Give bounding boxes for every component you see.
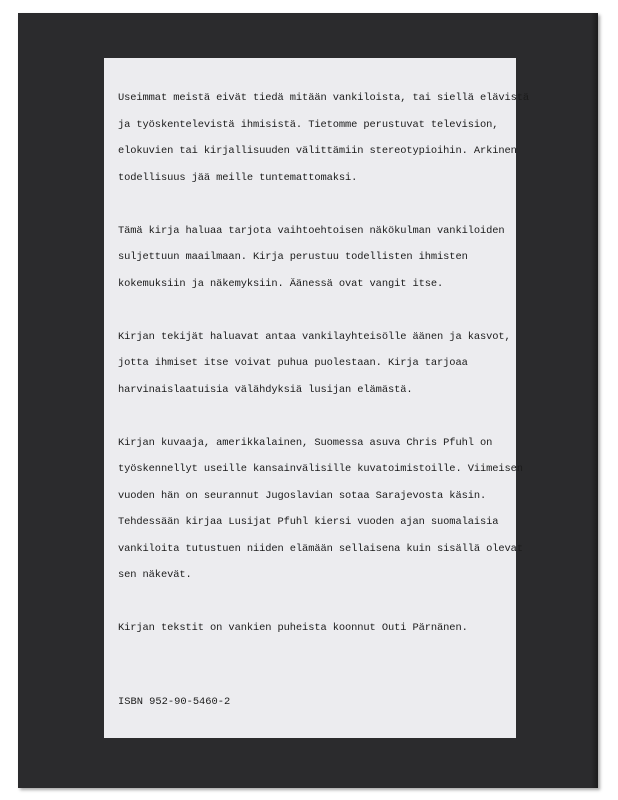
text-line: kokemuksiin ja näkemyksiin. Äänessä ovat vangit itse. [118, 277, 444, 290]
text-line: elokuvien tai kirjallisuuden välittämiin stereotypioihin. Arkinen [118, 145, 517, 157]
text-line: jotta ihmiset itse voivat puhua puolestaan. Kirja tarjoaa [118, 357, 468, 369]
text-line: sen näkevät. [118, 569, 192, 581]
paragraph-perspective [118, 218, 510, 298]
isbn-number: ISBN 952-90-5460-2 [118, 696, 231, 708]
paragraph-intro [118, 85, 530, 191]
blurb-text [118, 85, 530, 668]
text-line: Kirjan tekijät haluavat antaa vankilayhteisölle äänen ja kasvot, [118, 330, 511, 343]
text-line: Kirjan tekstit on vankien puheista koonnut Outi Pärnänen. [118, 622, 468, 634]
cover-edge [591, 13, 598, 788]
text-line: Tehdessään kirjaa Lusijat Pfuhl kiersi vuoden ajan suomalaisia [118, 516, 499, 528]
text-line: suljettuun maailmaan. Kirja perustuu todellisten ihmisten [118, 251, 468, 263]
text-line: vankiloita tutustuen niiden elämään sellaisena kuin sisällä olevat [118, 542, 523, 555]
paragraph-authors-aim [118, 324, 510, 404]
text-line: todellisuus jää meille tuntemattomaksi. [118, 171, 358, 184]
text-line: Kirjan kuvaaja, amerikkalainen, Suomessa asuva Chris Pfuhl on [118, 436, 493, 449]
text-line: Useimmat meistä eivät tiedä mitään vankiloista, tai siellä elävistä [118, 92, 530, 104]
text-line: ja työskentelevistä ihmisistä. Tietomme perustuvat television, [118, 118, 499, 131]
back-cover-text-panel [104, 58, 530, 738]
text-line: vuoden hän on seurannut Jugoslavian sotaa Sarajevosta käsin. [118, 489, 487, 502]
paragraph-texts-credit [118, 615, 510, 642]
text-line: Tämä kirja haluaa tarjota vaihtoehtoisen näkökulman vankiloiden [118, 224, 505, 237]
book-back-cover [18, 13, 598, 788]
text-line: työskennellyt useille kansainvälisille kuvatoimistoille. Viimeisen [118, 463, 523, 475]
paragraph-photographer [118, 430, 523, 589]
text-line: harvinaislaatuisia välähdyksiä lusijan elämästä. [118, 383, 413, 396]
